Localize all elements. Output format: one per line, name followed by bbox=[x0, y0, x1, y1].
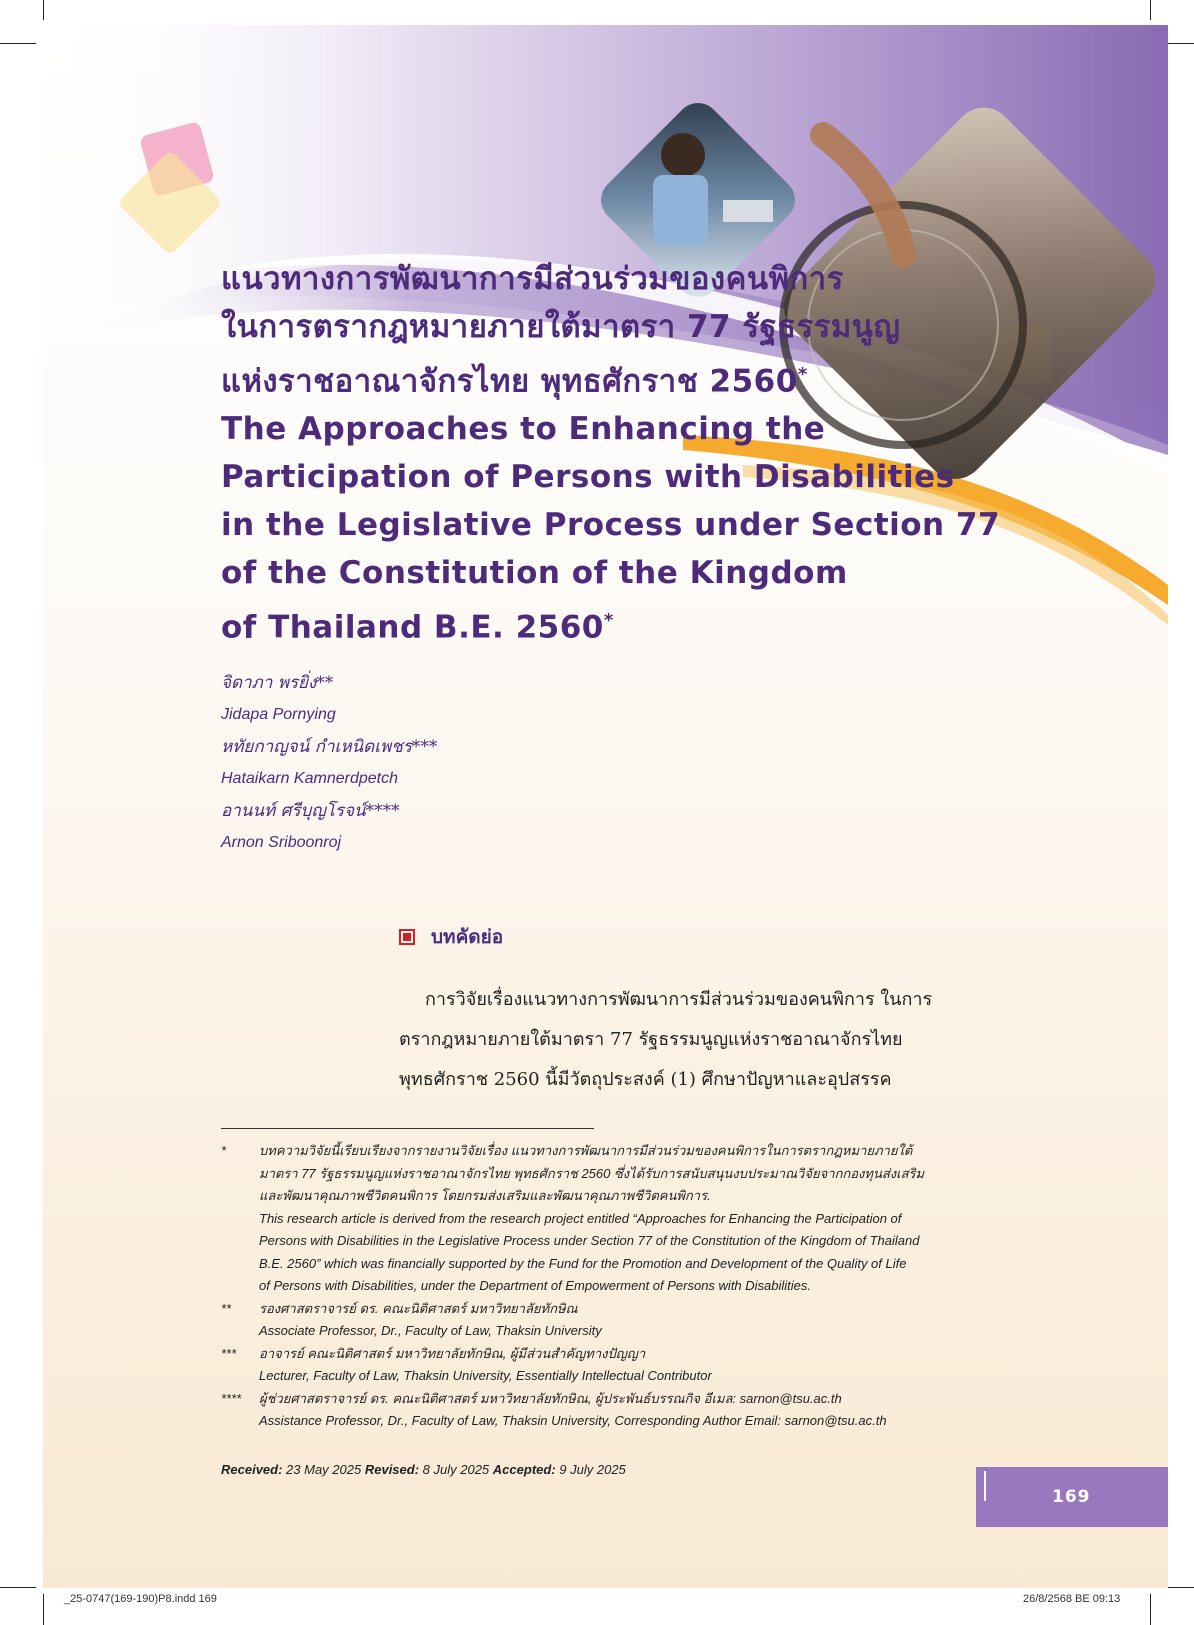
print-slug-timestamp: 26/8/2568 BE 09:13 bbox=[1023, 1593, 1121, 1605]
footnote-line: บทความวิจัยนี้เรียบเรียงจากรายงานวิจัยเรื่อง แนวทางการพัฒนาการมีส่วนร่วมของคนพิการในการตรากฎหมายภายใต้ bbox=[259, 1143, 913, 1158]
page bbox=[43, 25, 1168, 1588]
title-en-line: of the Constitution of the Kingdom bbox=[221, 555, 848, 592]
title-en-line: Participation of Persons with Disabilities bbox=[221, 459, 955, 496]
footnote-line: Assistance Professor, Dr., Faculty of Law, Thaksin University, Corresponding Author Email: sarnon@tsu.ac.th bbox=[259, 1413, 887, 1428]
footnote bbox=[221, 1140, 1051, 1298]
title-th-line: แนวทางการพัฒนาการมีส่วนร่วมของคนพิการ bbox=[221, 261, 844, 297]
article-dates bbox=[221, 1462, 626, 1477]
author-list bbox=[221, 667, 437, 859]
footnote-mark: * bbox=[221, 1143, 227, 1158]
crop-mark bbox=[43, 1594, 44, 1625]
footnote-mark: ** bbox=[221, 1300, 232, 1316]
crop-mark bbox=[1150, 1594, 1151, 1625]
footnote-line: และพัฒนาคุณภาพชีวิตคนพิการ โดยกรมส่งเสริมและพัฒนาคุณภาพชีวิตคนพิการ. bbox=[259, 1188, 711, 1203]
crop-mark bbox=[43, 0, 44, 20]
author-name-en: Arnon Sriboonroj bbox=[221, 834, 342, 851]
footnote-line: Lecturer, Faculty of Law, Thaksin University, Essentially Intellectual Contributor bbox=[259, 1368, 712, 1383]
footnote-line: ผู้ช่วยศาสตราจารย์ ดร. คณะนิติศาสตร์ มหาวิทยาลัยทักษิณ, ผู้ประพันธ์บรรณกิจ อีเมล: sarnon@tsu.ac.th bbox=[259, 1390, 842, 1406]
author-name-th: อานนท์ ศรีบุญโรจน์**** bbox=[221, 801, 400, 821]
author-name-en: Hataikarn Kamnerdpetch bbox=[221, 770, 398, 787]
abstract-line: การวิจัยเรื่องแนวทางการพัฒนาการมีส่วนร่วมของคนพิการ ในการ bbox=[425, 989, 933, 1010]
crop-mark bbox=[1150, 0, 1151, 20]
footnote bbox=[221, 1343, 1051, 1388]
footnote-line: of Persons with Disabilities, under the Department of Empowerment of Persons with Disabilities. bbox=[259, 1278, 812, 1293]
title-block bbox=[221, 255, 1041, 652]
author-name-en: Jidapa Pornying bbox=[221, 706, 336, 723]
author-name-th: จิดาภา พรยิ่ง** bbox=[221, 673, 334, 693]
footnote-line: This research article is derived from the research project entitled “Approaches for Enhancing the Participation of bbox=[259, 1210, 902, 1226]
accepted-date: 9 July 2025 bbox=[559, 1462, 626, 1477]
footnote-mark: **** bbox=[221, 1390, 242, 1406]
crop-mark bbox=[1165, 43, 1194, 44]
tab-divider bbox=[984, 1471, 986, 1501]
footnote-divider bbox=[221, 1128, 594, 1129]
abstract-line: พุทธศักราช 2560 นี้มีวัตถุประสงค์ (1) ศึกษาปัญหาและอุปสรรค bbox=[399, 1069, 892, 1090]
title-th-line: แห่งราชอาณาจักรไทย พุทธศักราช 2560* bbox=[221, 363, 808, 400]
title-th-line: ในการตรากฎหมายภายใต้มาตรา 77 รัฐธรรมนูญ bbox=[221, 309, 901, 345]
author-name-th: หทัยกาญจน์ กำเหนิดเพชร*** bbox=[221, 737, 438, 757]
footnote-line: B.E. 2560” which was financially supported by the Fund for the Promotion and Development of the Quality of Life bbox=[259, 1255, 907, 1271]
revised-label: Revised: bbox=[364, 1462, 420, 1477]
footnote-line: Persons with Disabilities in the Legislative Process under Section 77 of the Constitution of the Kingdom of Thailand bbox=[259, 1233, 920, 1248]
title-en-line: in the Legislative Process under Section 77 bbox=[221, 507, 1001, 544]
title-en-line: of Thailand B.E. 2560* bbox=[221, 609, 614, 646]
footnote-line: รองศาสตราจารย์ ดร. คณะนิติศาสตร์ มหาวิทยาลัยทักษิณ bbox=[259, 1300, 578, 1316]
footnote-line: อาจารย์ คณะนิติศาสตร์ มหาวิทยาลัยทักษิณ, ผู้มีส่วนสำคัญทางปัญญา bbox=[259, 1345, 646, 1361]
revised-date: 8 July 2025 bbox=[422, 1462, 490, 1477]
footnote-mark: *** bbox=[221, 1345, 237, 1361]
footnote-mark: * bbox=[797, 364, 808, 385]
footnote-mark: * bbox=[603, 610, 614, 632]
footnote-line: Associate Professor, Dr., Faculty of Law, Thaksin University bbox=[259, 1323, 602, 1338]
page-number: 169 bbox=[1052, 1487, 1091, 1507]
abstract-line: ตรากฎหมายภายใต้มาตรา 77 รัฐธรรมนูญแห่งราชอาณาจักรไทย bbox=[399, 1029, 903, 1050]
footnote-line: มาตรา 77 รัฐธรรมนูญแห่งราชอาณาจักรไทย พุทธศักราช 2560 ซึ่งได้รับการสนับสนุนงบประมาณวิจัยจากกองทุนส่งเสริม bbox=[259, 1165, 925, 1181]
crop-mark bbox=[0, 1587, 36, 1588]
footnote bbox=[221, 1388, 1051, 1433]
abstract-heading bbox=[399, 922, 503, 952]
square-bullet-icon bbox=[399, 929, 415, 945]
crop-mark bbox=[1165, 1587, 1194, 1588]
accepted-label: Accepted: bbox=[492, 1462, 556, 1477]
crop-mark bbox=[0, 43, 36, 44]
footnote bbox=[221, 1298, 1051, 1343]
abstract-title: บทคัดย่อ bbox=[431, 926, 504, 948]
received-date: 23 May 2025 bbox=[286, 1462, 362, 1477]
abstract-body bbox=[399, 980, 1045, 1100]
title-en-line: The Approaches to Enhancing the bbox=[221, 411, 826, 448]
print-slug-file: _25-0747(169-190)P8.indd 169 bbox=[64, 1593, 217, 1605]
footnotes bbox=[221, 1140, 1051, 1433]
received-label: Received: bbox=[221, 1462, 283, 1477]
